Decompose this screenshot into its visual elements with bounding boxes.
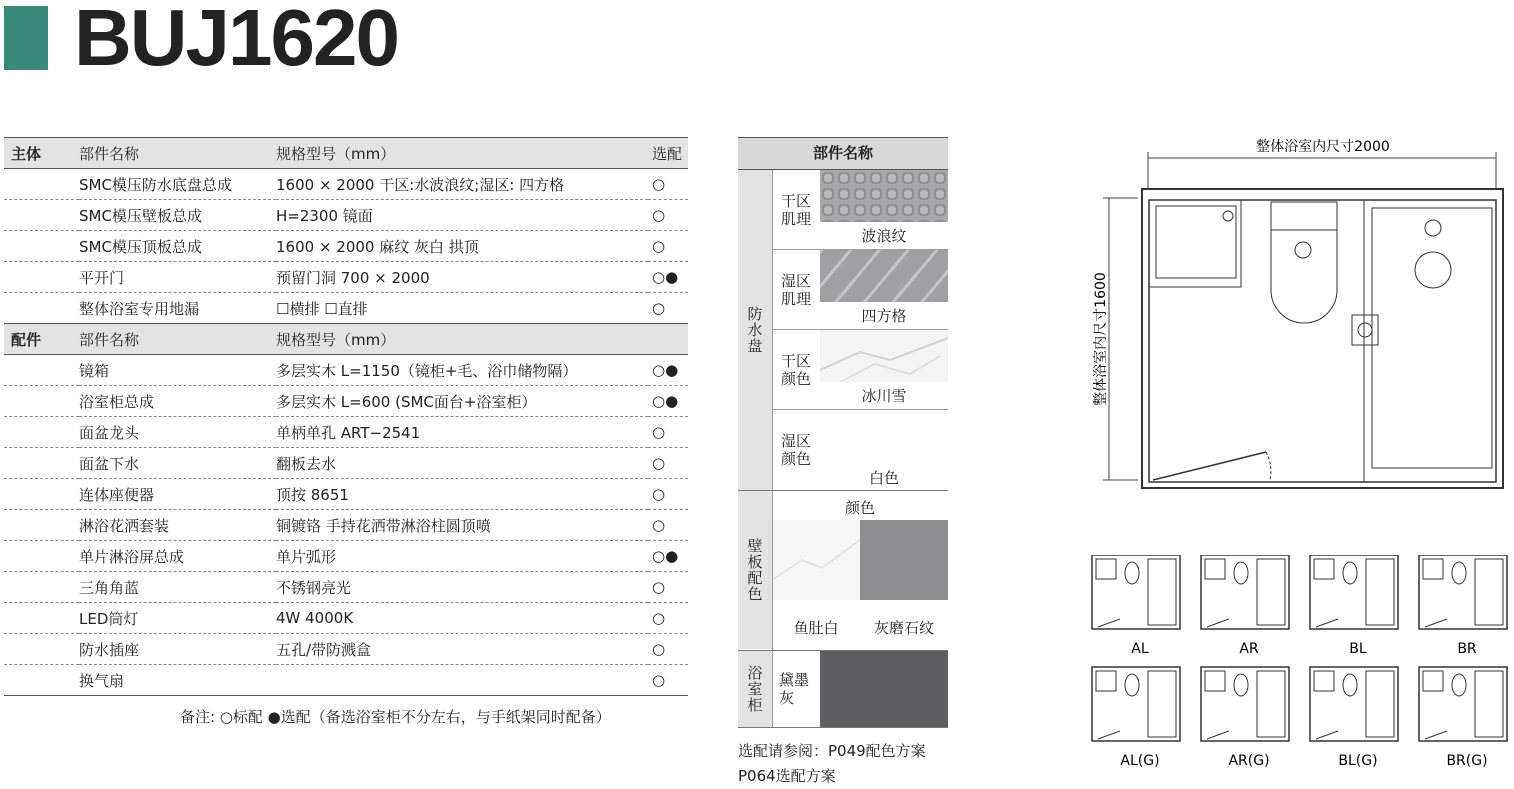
- row-spec: 单柄单孔 ART−2541: [276, 417, 648, 448]
- group-label-wall: 壁板配色: [738, 491, 772, 649]
- variant-label: AL(G): [1120, 753, 1160, 769]
- row-name: 淋浴花洒套装: [79, 510, 276, 541]
- tray-dry-color-label: 干区颜色: [780, 352, 811, 388]
- cabinet-color-name: 黛墨灰: [779, 671, 810, 707]
- tray-wet-color-label: 湿区颜色: [780, 432, 811, 468]
- row-spec: H=2300 镜面: [276, 200, 648, 231]
- row-name: 面盆下水: [79, 448, 276, 479]
- table-row: [4, 293, 688, 324]
- row-name: 连体座便器: [79, 479, 276, 510]
- row-option: ○: [648, 572, 688, 603]
- variant-thumbnail: [1092, 667, 1180, 769]
- width-dimension-label: 整体浴室内尺寸2000: [1256, 139, 1390, 155]
- row-name: SMC模压顶板总成: [79, 231, 276, 262]
- row-name: 镜箱: [79, 355, 276, 386]
- table-row: [4, 541, 688, 572]
- row-spec: 五孔/带防溅盒: [276, 634, 648, 665]
- row-spec: 1600 × 2000 干区:水波浪纹;湿区: 四方格: [276, 169, 648, 200]
- section-header-section: 主体: [4, 138, 79, 169]
- height-dimension-label: 整体浴室内尺寸1600: [1093, 272, 1109, 406]
- row-option: ○: [648, 634, 688, 665]
- row-name: 三角角蓝: [79, 572, 276, 603]
- dark-ink-gray-swatch: [820, 651, 948, 727]
- table-row: [4, 169, 688, 200]
- row-spec: 4W 4000K: [276, 603, 648, 634]
- white-swatch: [820, 410, 948, 462]
- row-spec: 顶按 8651: [276, 479, 648, 510]
- row-option: ○: [648, 200, 688, 231]
- row-name: 防水插座: [79, 634, 276, 665]
- variant-label: AL: [1131, 641, 1149, 657]
- group-label-tray: 防水盘: [738, 170, 772, 490]
- wave-texture-name: 波浪纹: [861, 227, 907, 245]
- glacier-snow-name: 冰川雪: [861, 387, 907, 405]
- row-option: ○: [648, 448, 688, 479]
- gray-terrazzo-swatch: [860, 520, 948, 600]
- row-option: ○●: [648, 262, 688, 293]
- row-spec: 不锈钢亮光: [276, 572, 648, 603]
- table-row: [4, 479, 688, 510]
- table-row: [4, 262, 688, 293]
- table-row: [4, 634, 688, 665]
- section-header-col-name: 部件名称: [79, 324, 276, 355]
- row-spec: 翻板去水: [276, 448, 648, 479]
- row-name: 面盆龙头: [79, 417, 276, 448]
- variant-label: BL(G): [1338, 753, 1378, 769]
- row-option: ○●: [648, 355, 688, 386]
- table-row: [4, 200, 688, 231]
- row-option: ○: [648, 665, 688, 696]
- fish-belly-white-swatch: [772, 520, 860, 600]
- variant-label: AR: [1239, 641, 1259, 657]
- row-spec: 多层实木 L=1150（镜柜+毛、浴巾储物隔）: [276, 355, 648, 386]
- spec-table: [4, 137, 688, 696]
- section-header-col-spec: 规格型号（mm）: [276, 324, 648, 355]
- row-spec: 多层实木 L=600 (SMC面台+浴室柜）: [276, 386, 648, 417]
- table-row: [4, 386, 688, 417]
- row-spec: 预留门洞 700 × 2000: [276, 262, 648, 293]
- variant-thumbnail: [1419, 667, 1507, 769]
- row-option: ○: [648, 479, 688, 510]
- tray-dry-texture-label: 干区肌理: [780, 192, 811, 228]
- row-name: 单片淋浴屏总成: [79, 541, 276, 572]
- row-name: SMC模压防水底盘总成: [79, 169, 276, 200]
- group-label-cabinet: 浴室柜: [738, 651, 772, 727]
- variant-thumbnail: [1419, 555, 1507, 657]
- row-spec: 铜镀铬 手持花洒带淋浴柱圆顶喷: [276, 510, 648, 541]
- table-row: [4, 665, 688, 696]
- row-option: ○: [648, 293, 688, 324]
- wave-texture-swatch: [820, 170, 948, 222]
- row-spec: 1600 × 2000 麻纹 灰白 拱顶: [276, 231, 648, 262]
- glacier-snow-swatch: [820, 330, 948, 382]
- variant-label: BR: [1457, 641, 1477, 657]
- row-name: 换气扇: [79, 665, 276, 696]
- row-name: SMC模压壁板总成: [79, 200, 276, 231]
- row-option: ○●: [648, 386, 688, 417]
- row-spec: 单片弧形: [276, 541, 648, 572]
- section-header-section: 配件: [4, 324, 79, 355]
- model-title: BUJ1620: [74, 0, 399, 82]
- row-option: ○: [648, 231, 688, 262]
- row-name: 整体浴室专用地漏: [79, 293, 276, 324]
- table-row: [4, 355, 688, 386]
- section-header-col-name: 部件名称: [79, 138, 276, 169]
- variant-label: BR(G): [1446, 753, 1488, 769]
- row-name: 浴室柜总成: [79, 386, 276, 417]
- row-option: ○●: [648, 541, 688, 572]
- section-header-col-option: [648, 324, 688, 355]
- row-option: ○: [648, 169, 688, 200]
- variant-label: BL: [1349, 641, 1367, 657]
- floor-plan: [1088, 130, 1508, 490]
- wall-color-subheader: 颜色: [844, 499, 875, 517]
- section-header-row: [4, 138, 688, 169]
- variant-thumbnails: [1088, 555, 1514, 775]
- variant-thumbnail: [1201, 667, 1289, 769]
- table-row: [4, 572, 688, 603]
- row-option: ○: [648, 510, 688, 541]
- row-spec: [276, 665, 648, 696]
- row-option: ○: [648, 417, 688, 448]
- variant-thumbnail: [1310, 555, 1398, 657]
- header-accent-block: [4, 6, 48, 70]
- section-header-col-spec: 规格型号（mm）: [276, 138, 648, 169]
- variant-thumbnail: [1092, 555, 1180, 657]
- color-panel-header: 部件名称: [738, 137, 948, 170]
- table-row: [4, 417, 688, 448]
- variant-thumbnail: [1201, 555, 1289, 657]
- reference-note: 选配请参阅：P049配色方案 P064选配方案: [738, 742, 926, 785]
- variant-label: AR(G): [1228, 753, 1270, 769]
- row-name: 平开门: [79, 262, 276, 293]
- table-row: [4, 448, 688, 479]
- tray-wet-texture-label: 湿区肌理: [780, 272, 811, 308]
- section-header-row: [4, 324, 688, 355]
- table-row: [4, 603, 688, 634]
- grid-texture-swatch: [820, 250, 948, 302]
- variant-thumbnail: [1310, 667, 1398, 769]
- table-row: [4, 510, 688, 541]
- row-option: ○: [648, 603, 688, 634]
- section-header-col-option: 选配: [648, 138, 688, 169]
- fish-belly-white-name: 鱼肚白: [793, 619, 839, 637]
- legend-note: 备注: ○标配 ●选配（备选浴室柜不分左右，与手纸架同时配备）: [180, 708, 611, 726]
- row-spec: ☐横排 ☐直排: [276, 293, 648, 324]
- white-name: 白色: [868, 469, 899, 487]
- grid-texture-name: 四方格: [861, 307, 907, 325]
- gray-terrazzo-name: 灰磨石纹: [873, 619, 934, 637]
- table-row: [4, 231, 688, 262]
- row-name: LED筒灯: [79, 603, 276, 634]
